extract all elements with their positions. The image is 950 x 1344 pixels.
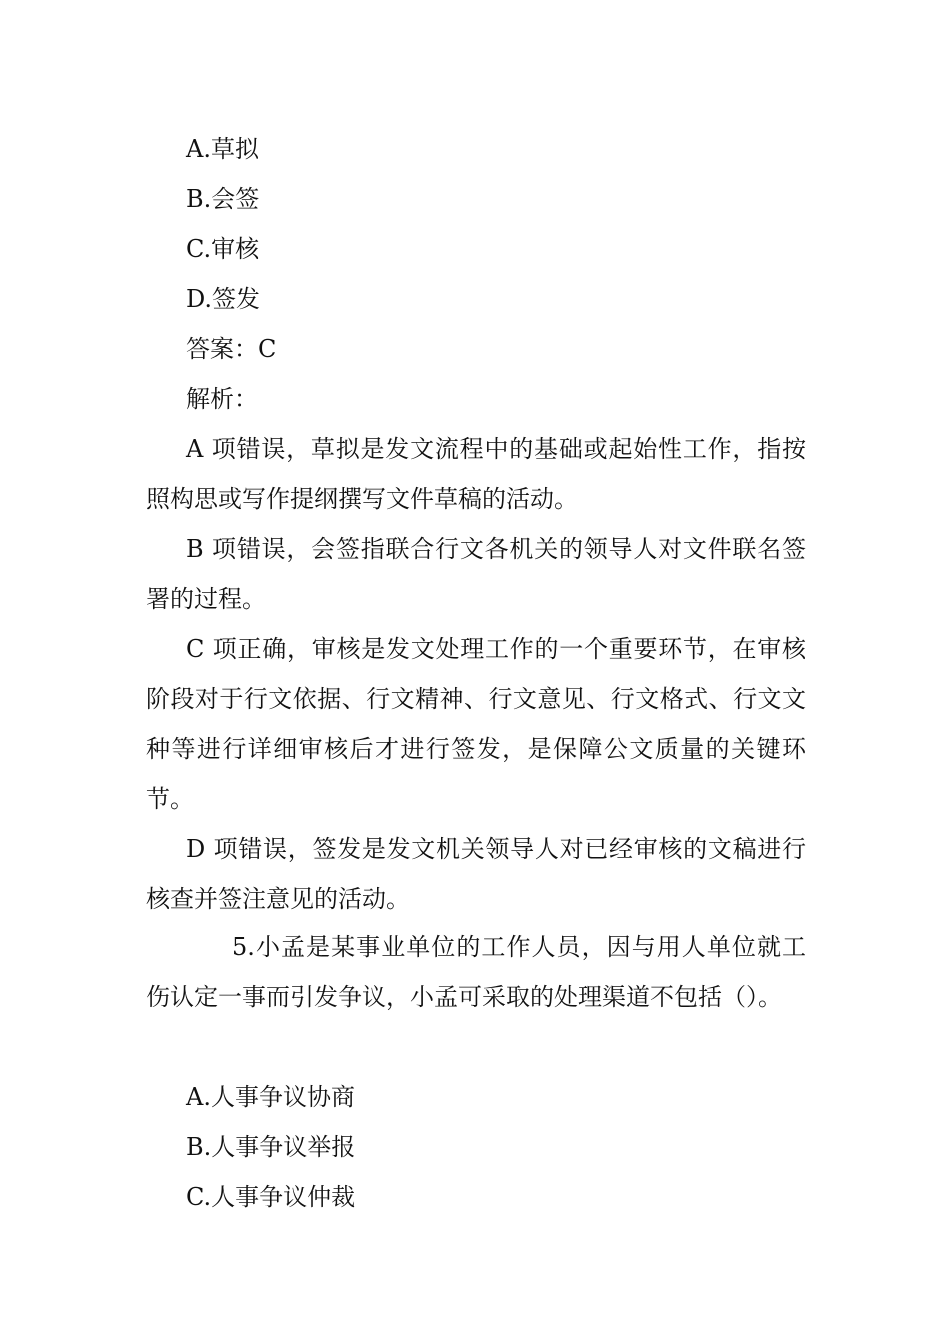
answer-line: 答案：C <box>186 335 277 363</box>
q5-option-b: B.人事争议举报 <box>186 1133 356 1161</box>
analysis-title: 解析： <box>186 385 258 413</box>
question-5: 5.小孟是某事业单位的工作人员，因与用人单位就工伤认定一事而引发争议，小孟可采取的处理渠道不包括（）。 <box>146 933 806 1011</box>
analysis-b: B 项错误，会签指联合行文各机关的领导人对文件联名签署的过程。 <box>146 535 806 613</box>
option-d: D.签发 <box>186 285 261 313</box>
analysis-d: D 项错误，签发是发文机关领导人对已经审核的文稿进行核查并签注意见的活动。 <box>146 835 806 913</box>
analysis-a: A 项错误，草拟是发文流程中的基础或起始性工作，指按照构思或写作提纲撰写文件草稿的活动。 <box>146 435 806 513</box>
option-b: B.会签 <box>186 185 260 213</box>
q5-option-a: A.人事争议协商 <box>186 1083 355 1111</box>
option-a: A.草拟 <box>186 135 259 163</box>
analysis-c: C 项正确，审核是发文处理工作的一个重要环节，在审核阶段对于行文依据、行文精神、行文意见、行文格式、行文文种等进行详细审核后才进行签发，是保障公文质量的关键环节。 <box>146 635 806 813</box>
option-c: C.审核 <box>186 235 260 263</box>
q5-option-c: C.人事争议仲裁 <box>186 1183 356 1211</box>
